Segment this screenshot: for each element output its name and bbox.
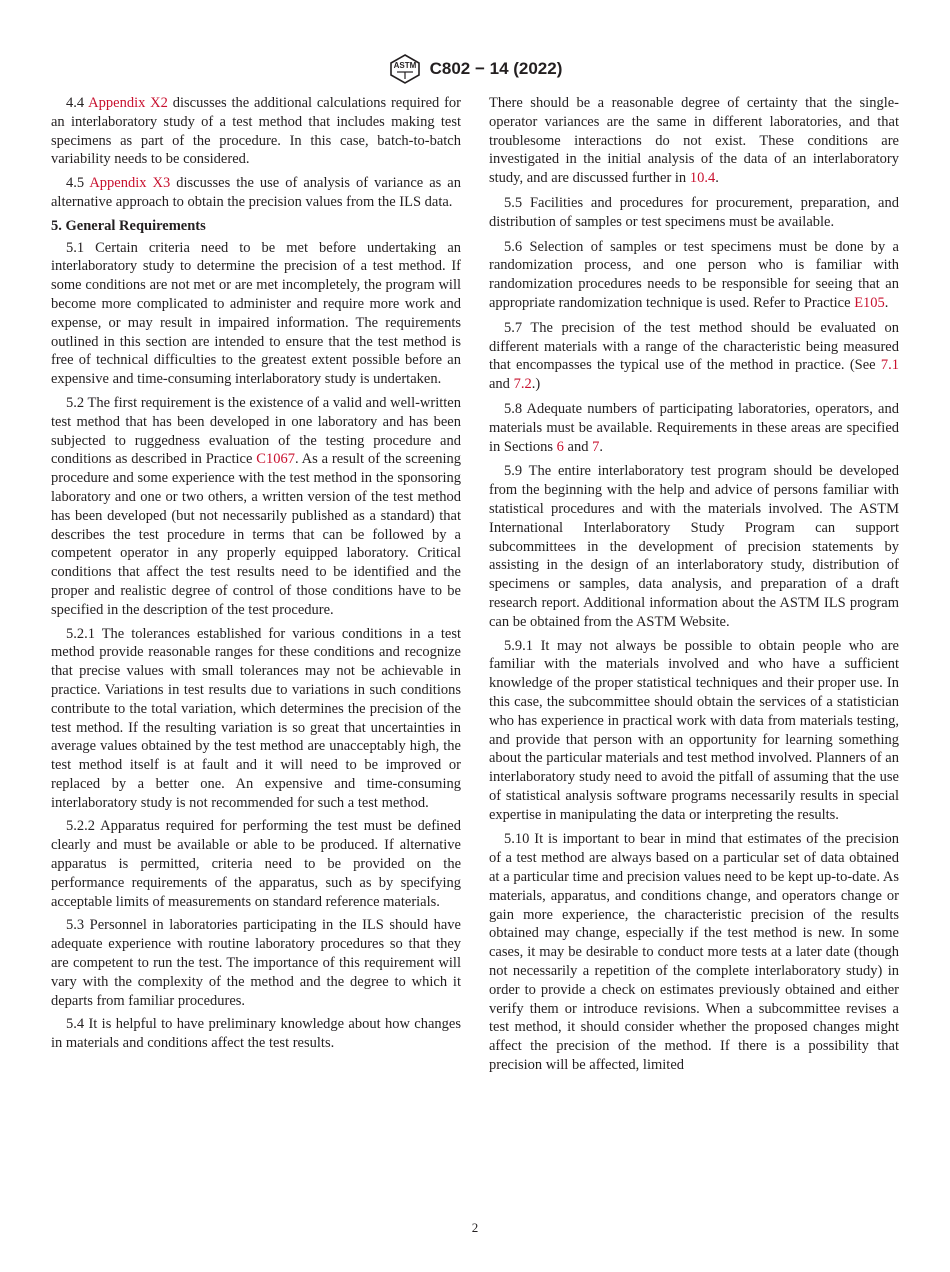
page-header <box>0 56 950 82</box>
paragraph-5-10: 5.10 It is important to bear in mind that estimates of the precision of a test method are always based on a particular set of data obtained at a particular time and precision values need to be kept up-to-date. As materials, apparatus, and conditions change, and operators change or gain more experience, the characteristic precision of the results obtained may change, especially if the test method is new. In some cases, it may be desirable to conduct more tests at a later date (though not necessarily a repetition of the complete interlaboratory study) in order to provide a check on estimates previously obtained and either verify them or introduce revisions. When a subcommittee revises a test method, it should consider whether the proposed changes might affect the precision of the method. If there is a possibility that precision will be affected, limited <box>489 831 899 1074</box>
paragraph-5-2-2: 5.2.2 Apparatus required for performing the test must be defined clearly and must be available or able to be produced. If alternative apparatus is permitted, criteria need to be provided on the performance requirements of the apparatus, such as by specifying acceptable limits of measurements on standard reference materials. <box>51 818 461 910</box>
paragraph-5-9-1: 5.9.1 It may not always be possible to obtain people who are familiar with the materials involved and who have a sufficient knowledge of the proper statistical techniques and their proper use. In this case, the subcommittee should obtain the services of a statistician who has experience in practical work with data from materials testing, and provide that person with an opportunity for learning something about the particular materials and test method involved. Planners of an interlaboratory study need to avoid the pitfall of assuming that the use of statistical analysis software programs necessarily results in special expertise in manipulating the data or interpreting the results. <box>489 637 899 823</box>
section-7-2-link[interactable]: 7.2 <box>513 376 532 393</box>
page-number: 2 <box>471 1220 479 1235</box>
paragraph-5-1: 5.1 Certain criteria need to be met before undertaking an interlaboratory study to determine the precision of a test method. If some conditions are not met or are met incompletely, the program will become more complicated to administer and require more work and expense, or may result in impaired information. The requirements outlined in this section are intended to ensure that the test method is free of technical difficulties to the greatest extent possible before an expensive and time-consuming interlaboratory study is undertaken. <box>51 239 461 388</box>
section-7-1-link[interactable]: 7.1 <box>880 357 899 374</box>
paragraph-5-4-continued: There should be a reasonable degree of certainty that the single-operator variances are the same in different laboratories, and that troublesome interactions do not exist. These conditions are investigated in the initial analysis of the data of an interlaboratory study, and are discussed further in 10.4. <box>489 95 899 187</box>
astm-logo-icon <box>388 54 422 84</box>
appendix-x3-link[interactable]: Appendix X3 <box>89 175 171 192</box>
paragraph-5-3: 5.3 Personnel in laboratories participating in the ILS should have adequate experience with routine laboratory procedures so that they are competent to run the test. The importance of this requirement will vary with the complexity of the method and the degree to which it departs from familiar procedures. <box>51 917 461 1009</box>
c1067-link[interactable]: C1067 <box>256 451 295 468</box>
section-7-link[interactable]: 7 <box>592 438 600 455</box>
document-id: C802 − 14 (2022) <box>429 59 563 78</box>
svg-text:ASTM: ASTM <box>393 61 416 70</box>
e105-link[interactable]: E105 <box>854 294 885 311</box>
paragraph-5-6: 5.6 Selection of samples or test specimens must be done by a randomization process, and one person who is familiar with randomization procedures needs to be responsible for seeing that an appropriate randomization technique is used. Refer to Practice E105. <box>489 238 899 311</box>
paragraph-5-2: 5.2 The first requirement is the existence of a valid and well-written test method that has been developed in one laboratory and has been subjected to ruggedness evaluation of the testing procedure and conditions as described in Practice C1067. As a result of the screening procedure and some experience with the test method in the sponsoring laboratory and one or two others, a written version of the test method has been developed (but not necessarily published as a standard) that describes the test procedure in terms that can be followed by a competent operator in any properly equipped laboratory. Critical conditions that affect the test results need to be identified and the proper and realistic degree of control of those conditions have to be specified in the description of the test procedure. <box>51 394 461 618</box>
right-column <box>489 94 899 1080</box>
paragraph-5-9: 5.9 The entire interlaboratory test program should be developed from the beginning with the help and advice of persons familiar with statistical procedures and with the materials involved. The ASTM International Interlaboratory Study Program can support subcommittees in the development of precision statements by assisting in the design of an interlaboratory study, distribution of specimens or samples, data analysis, and preparation of a draft research report. Additional information about the ASTM ILS program can be obtained from the ASTM Website. <box>489 463 899 630</box>
section-6-link[interactable]: 6 <box>556 438 564 455</box>
paragraph-4-5: 4.5 Appendix X3 discusses the use of analysis of variance as an alternative approach to obtain the precision values from the ILS data. <box>51 175 461 210</box>
paragraph-5-5: 5.5 Facilities and procedures for procurement, preparation, and distribution of samples or test specimens must be available. <box>489 194 899 230</box>
paragraph-5-7: 5.7 The precision of the test method should be evaluated on different materials with a range of the characteristic being measured that encompasses the typical use of the method in practice. (See 7.1 and 7.2.) <box>489 319 899 393</box>
paragraph-5-8: 5.8 Adequate numbers of participating laboratories, operators, and materials must be available. Requirements in these areas are specified in Sections 6 and 7. <box>489 400 899 455</box>
section-5-heading: 5. General Requirements <box>51 217 206 234</box>
paragraph-4-4: 4.4 Appendix X2 discusses the additional calculations required for an interlaboratory study of a test method that includes making test specimens as part of the procedure. In this case, batch-to-batch variability needs to be considered. <box>51 95 461 168</box>
paragraph-5-2-1: 5.2.1 The tolerances established for various conditions in a test method provide reasonable ranges for these conditions and recognize that precise values with small tolerances may not be achievable in practice. Variations in test results due to variations in such conditions contribute to the total variation, which determines the precision of the test method. If the resulting variation is so great that uncertainties in average values obtained by the test method are unacceptably high, the test method itself is at fault and it will need to be improved or replaced by a better one. An expensive and time-consuming interlaboratory study is not recommended for such a test method. <box>51 625 461 811</box>
appendix-x2-link[interactable]: Appendix X2 <box>88 95 168 111</box>
section-10-4-link[interactable]: 10.4 <box>689 170 716 187</box>
paragraph-5-4: 5.4 It is helpful to have preliminary knowledge about how changes in materials and conditions affect the test results. <box>51 1016 461 1052</box>
left-column <box>51 94 461 1058</box>
